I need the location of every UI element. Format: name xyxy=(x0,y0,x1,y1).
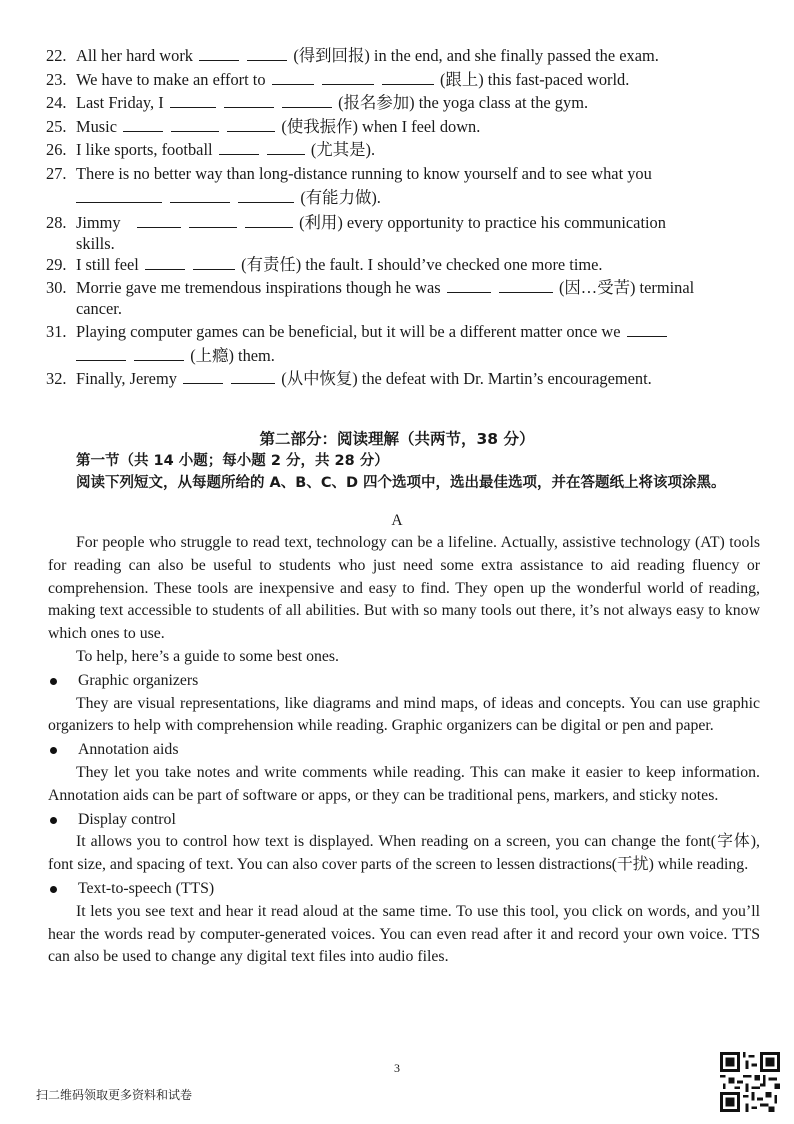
answer-blank[interactable] xyxy=(447,277,491,293)
question-23: 23. We have to make an effort to (跟上) this fast-paced world. xyxy=(46,69,630,89)
answer-blank[interactable] xyxy=(219,139,259,155)
question-26: 26. I like sports, football (尤其是). xyxy=(46,140,376,160)
bullet-graphic-organizers: Graphic organizers xyxy=(48,670,760,693)
answer-blank[interactable] xyxy=(76,345,126,361)
section-instruction: 阅读下列短文，从每题所给的 A、B、C、D 四个选项中，选出最佳选项，并在答题纸上将该项涂黑。 xyxy=(76,475,726,491)
question-32: 32. Finally, Jeremy (从中恢复) the defeat with Dr. Martin’s encouragement. xyxy=(46,369,652,389)
answer-blank[interactable] xyxy=(382,69,434,85)
question-25: 25. Music (使我振作) when I feel down. xyxy=(46,116,481,136)
question-30: 30. Morrie gave me tremendous inspirations though he was (因…受苦) terminal cancer. xyxy=(46,278,695,318)
reading-passage xyxy=(48,532,760,969)
answer-blank[interactable] xyxy=(171,116,219,132)
fill-in-blank-section xyxy=(46,44,758,391)
answer-blank[interactable] xyxy=(267,139,305,155)
answer-blank[interactable] xyxy=(245,212,293,228)
question-27: 27. There is no better way than long-distance running to know yourself and to see what you (有能力做). xyxy=(46,163,652,207)
answer-blank[interactable] xyxy=(247,45,287,61)
answer-blank[interactable] xyxy=(183,368,223,384)
answer-blank[interactable] xyxy=(145,254,185,270)
answer-blank[interactable] xyxy=(76,187,162,203)
answer-blank[interactable] xyxy=(170,92,216,108)
answer-blank[interactable] xyxy=(499,277,553,293)
section-subtitle: 第一节（共 14 小题；每小题 2 分，共 28 分） xyxy=(76,453,389,469)
answer-blank[interactable] xyxy=(123,116,163,132)
section-title: 第二部分：阅读理解（共两节，38 分） xyxy=(259,430,535,448)
answer-blank[interactable] xyxy=(199,45,239,61)
page-number: 3 xyxy=(394,1061,400,1075)
answer-blank[interactable] xyxy=(224,92,274,108)
question-29: 29. I still feel (有责任) the fault. I should’ve checked one more time. xyxy=(46,254,603,274)
bullet-annotation-aids: Annotation aids xyxy=(48,739,760,762)
answer-blank[interactable] xyxy=(322,69,374,85)
question-28: 28. Jimmy (利用) every opportunity to practice his communication skills. xyxy=(46,213,666,253)
bullet-text: They let you take notes and write comments while reading. This can make it easier to keep information. Annotation aids can be part of software or apps, or they can be traditional pens, markers, and sticky notes. xyxy=(48,763,760,804)
answer-blank[interactable] xyxy=(238,187,294,203)
bullet-text: It lets you see text and hear it read aloud at the same time. To use this tool, you click on words, and you’ll hear the words read by computer-generated voices. You can even read after it and record your own voice. TTS can also be used to change any digital text files into audio files. xyxy=(48,902,760,966)
question-24: 24. Last Friday, I (报名参加) the yoga class at the gym. xyxy=(46,93,589,113)
answer-blank[interactable] xyxy=(231,368,275,384)
passage-intro: For people who struggle to read text, technology can be a lifeline. Actually, assistive technology (AT) tools for reading can also be useful to students who just need some extra assistance to aid reading fluency or comprehension. These tools are inexpensive and easy to find. They open up the wonderful world of reading, making text accessible to students of all abilities. But with so many tools out there, it’s not always easy to know which ones to use. xyxy=(48,534,760,643)
qr-code-icon[interactable] xyxy=(720,1052,780,1112)
answer-blank[interactable] xyxy=(170,187,230,203)
answer-blank[interactable] xyxy=(134,345,184,361)
bullet-dot-icon xyxy=(50,747,57,754)
answer-blank[interactable] xyxy=(189,212,237,228)
question-22: 22. All her hard work (得到回报) in the end, and she finally passed the exam. xyxy=(46,46,659,65)
bullet-dot-icon xyxy=(50,886,57,893)
footer-scan-text: 扫二维码领取更多资料和试卷 xyxy=(36,1088,193,1102)
bullet-dot-icon xyxy=(50,678,57,685)
answer-blank[interactable] xyxy=(282,92,332,108)
bullet-display-control: Display control xyxy=(48,809,760,832)
answer-blank[interactable] xyxy=(137,212,181,228)
bullet-text: It allows you to control how text is displayed. When reading on a screen, you can change the font(字体), font size, and spacing of text. You can also cover parts of the screen to lessen distractions(干扰) while reading. xyxy=(48,833,760,874)
answer-blank[interactable] xyxy=(227,116,275,132)
answer-blank[interactable] xyxy=(193,254,235,270)
answer-blank[interactable] xyxy=(627,321,667,337)
question-31: 31. Playing computer games can be beneficial, but it will be a different matter once we (上瘾) them. xyxy=(46,320,758,367)
answer-blank[interactable] xyxy=(272,69,314,85)
passage-letter: A xyxy=(391,512,403,529)
bullet-text: They are visual representations, like diagrams and mind maps, of ideas and concepts. You can use graphic organizers to help with comprehension while reading. Graphic organizers can be digital or pen and paper. xyxy=(48,694,760,735)
bullet-dot-icon xyxy=(50,817,57,824)
bullet-text-to-speech: Text-to-speech (TTS) xyxy=(48,878,760,901)
passage-guide: To help, here’s a guide to some best ones. xyxy=(76,647,339,665)
